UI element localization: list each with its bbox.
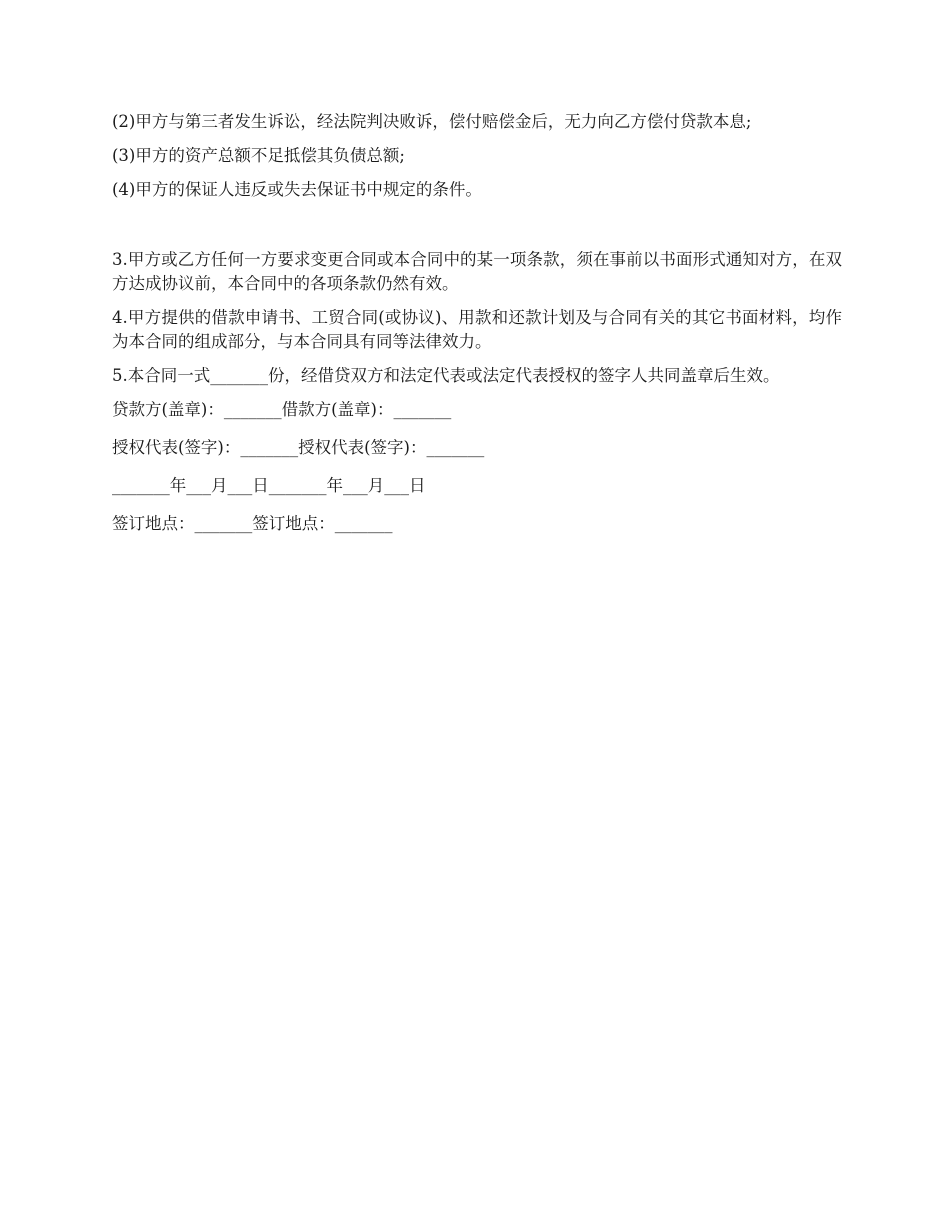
signature-representative-line: 授权代表(签字)：_______授权代表(签字)：_______ (112, 438, 485, 457)
contract-page (112, 110, 842, 550)
default-condition-item-4: (4)甲方的保证人违反或失去保证书中规定的条件。 (112, 180, 482, 199)
signature-seal-line: 贷款方(盖章)：_______借款方(盖章)：_______ (112, 400, 452, 419)
signature-place-line: 签订地点：_______签订地点：_______ (112, 514, 393, 533)
clause-3-amendment: 3.甲方或乙方任何一方要求变更合同或本合同中的某一项条款，须在事前以书面形式通知对方，在双方达成协议前，本合同中的各项条款仍然有效。 (112, 250, 842, 293)
default-condition-item-3: (3)甲方的资产总额不足抵偿其负债总额; (112, 146, 405, 165)
clause-5-copies-effectiveness: 5.本合同一式_______份，经借贷双方和法定代表或法定代表授权的签字人共同盖章后生效。 (112, 366, 780, 385)
signature-date-line: _______年___月___日_______年___月___日 (112, 476, 426, 495)
default-condition-item-2: (2)甲方与第三者发生诉讼，经法院判决败诉，偿付赔偿金后，无力向乙方偿付贷款本息; (112, 112, 752, 131)
clause-4-attachments: 4.甲方提供的借款申请书、工贸合同(或协议)、用款和还款计划及与合同有关的其它书面材料，均作为本合同的组成部分，与本合同具有同等法律效力。 (112, 308, 842, 351)
